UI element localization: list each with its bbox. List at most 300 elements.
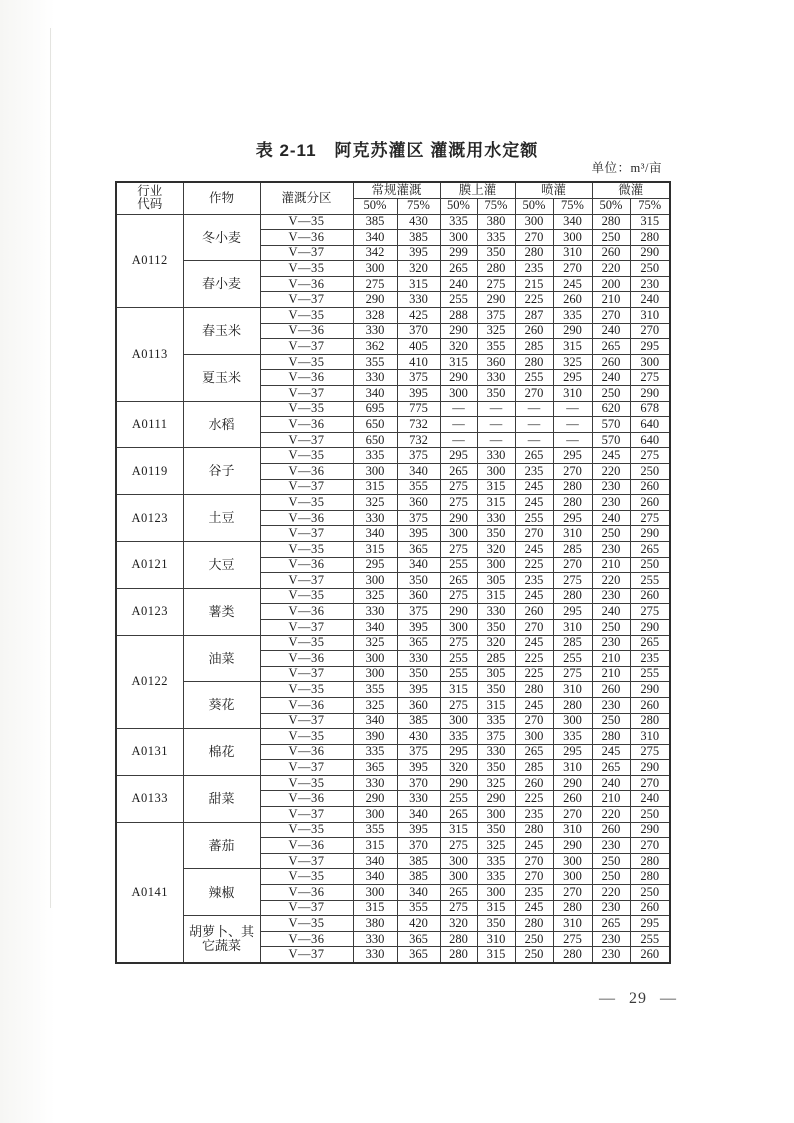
- value-cell: 275: [630, 370, 670, 386]
- value-cell: 220: [592, 261, 630, 277]
- crop-name-cell: 土豆: [183, 495, 260, 542]
- value-cell: 395: [397, 822, 440, 838]
- value-cell: 245: [515, 838, 553, 854]
- value-cell: 430: [397, 214, 440, 230]
- value-cell: 255: [440, 557, 477, 573]
- value-cell: 315: [630, 214, 670, 230]
- value-cell: 260: [630, 479, 670, 495]
- value-cell: 350: [477, 916, 515, 932]
- table-row: [116, 635, 670, 651]
- value-cell: 360: [397, 697, 440, 713]
- value-cell: 325: [353, 495, 397, 511]
- value-cell: 265: [592, 916, 630, 932]
- value-cell: 325: [353, 697, 397, 713]
- value-cell: 325: [477, 775, 515, 791]
- value-cell: 310: [553, 619, 592, 635]
- value-cell: 315: [353, 838, 397, 854]
- value-cell: 285: [515, 760, 553, 776]
- value-cell: 240: [630, 292, 670, 308]
- value-cell: 340: [353, 386, 397, 402]
- value-cell: 325: [353, 588, 397, 604]
- value-cell: 235: [515, 261, 553, 277]
- value-cell: 260: [592, 245, 630, 261]
- value-cell: 310: [477, 931, 515, 947]
- value-cell: 340: [353, 526, 397, 542]
- value-cell: 265: [592, 760, 630, 776]
- value-cell: 250: [592, 853, 630, 869]
- value-cell: 235: [515, 573, 553, 589]
- value-cell: 300: [353, 573, 397, 589]
- value-cell: 275: [440, 635, 477, 651]
- value-cell: 275: [440, 838, 477, 854]
- value-cell: —: [515, 401, 553, 417]
- value-cell: 250: [630, 261, 670, 277]
- industry-code-cell: A0121: [116, 541, 183, 588]
- value-cell: 260: [630, 697, 670, 713]
- header-pct: 75%: [397, 198, 440, 214]
- zone-cell: V—35: [260, 635, 353, 651]
- value-cell: 375: [397, 744, 440, 760]
- value-cell: 245: [515, 635, 553, 651]
- value-cell: 230: [592, 838, 630, 854]
- value-cell: 240: [592, 370, 630, 386]
- crop-name-cell: 春玉米: [183, 308, 260, 355]
- value-cell: 380: [477, 214, 515, 230]
- crop-name-cell: 冬小麦: [183, 214, 260, 261]
- header-group-micro: 微灌: [592, 182, 670, 198]
- value-cell: 265: [515, 744, 553, 760]
- value-cell: 360: [397, 588, 440, 604]
- value-cell: 240: [630, 791, 670, 807]
- value-cell: 330: [477, 744, 515, 760]
- value-cell: 290: [353, 791, 397, 807]
- value-cell: 678: [630, 401, 670, 417]
- industry-code-cell: A0123: [116, 588, 183, 635]
- value-cell: 255: [515, 510, 553, 526]
- value-cell: 350: [477, 682, 515, 698]
- value-cell: 270: [553, 557, 592, 573]
- value-cell: 290: [630, 682, 670, 698]
- value-cell: 295: [630, 339, 670, 355]
- value-cell: 330: [477, 604, 515, 620]
- value-cell: 265: [440, 573, 477, 589]
- zone-cell: V—37: [260, 432, 353, 448]
- value-cell: 295: [440, 744, 477, 760]
- value-cell: —: [440, 401, 477, 417]
- value-cell: 280: [553, 900, 592, 916]
- value-cell: 335: [553, 729, 592, 745]
- value-cell: 245: [515, 495, 553, 511]
- value-cell: 300: [477, 464, 515, 480]
- table-row: [116, 588, 670, 604]
- value-cell: 280: [630, 853, 670, 869]
- zone-cell: V—37: [260, 713, 353, 729]
- value-cell: 270: [515, 713, 553, 729]
- value-cell: 330: [353, 604, 397, 620]
- value-cell: 342: [353, 245, 397, 261]
- table-row: [116, 214, 670, 230]
- value-cell: 300: [515, 729, 553, 745]
- value-cell: 250: [592, 526, 630, 542]
- crop-name-cell: 胡萝卜、其它蔬菜: [183, 916, 260, 963]
- value-cell: 235: [515, 464, 553, 480]
- zone-cell: V—36: [260, 744, 353, 760]
- value-cell: 310: [553, 822, 592, 838]
- zone-cell: V—36: [260, 276, 353, 292]
- value-cell: 275: [440, 588, 477, 604]
- crop-name-cell: 葵花: [183, 682, 260, 729]
- value-cell: 330: [353, 775, 397, 791]
- value-cell: 315: [477, 900, 515, 916]
- value-cell: 310: [630, 729, 670, 745]
- value-cell: 350: [477, 822, 515, 838]
- unit-label: 单位：m³/亩: [591, 161, 662, 175]
- value-cell: 250: [515, 931, 553, 947]
- value-cell: 375: [477, 308, 515, 324]
- value-cell: 255: [440, 791, 477, 807]
- zone-cell: V—35: [260, 869, 353, 885]
- value-cell: 315: [553, 339, 592, 355]
- value-cell: 255: [515, 370, 553, 386]
- value-cell: —: [477, 432, 515, 448]
- crop-name-cell: 夏玉米: [183, 354, 260, 401]
- value-cell: 250: [630, 557, 670, 573]
- value-cell: 385: [397, 853, 440, 869]
- value-cell: 300: [353, 651, 397, 667]
- value-cell: 350: [477, 526, 515, 542]
- header-row-groups: [116, 182, 670, 198]
- value-cell: 225: [515, 666, 553, 682]
- crop-name-cell: 辣椒: [183, 869, 260, 916]
- value-cell: 230: [592, 495, 630, 511]
- value-cell: 300: [553, 230, 592, 246]
- value-cell: 255: [630, 931, 670, 947]
- value-cell: 275: [630, 744, 670, 760]
- value-cell: 230: [592, 588, 630, 604]
- value-cell: 230: [592, 947, 630, 963]
- value-cell: 240: [592, 604, 630, 620]
- value-cell: 280: [553, 479, 592, 495]
- crop-name-cell: 蕃茄: [183, 822, 260, 869]
- header-group-sprinkler: 喷灌: [515, 182, 592, 198]
- value-cell: 215: [515, 276, 553, 292]
- value-cell: 260: [630, 588, 670, 604]
- value-cell: 290: [630, 526, 670, 542]
- zone-cell: V—36: [260, 838, 353, 854]
- value-cell: 250: [630, 885, 670, 901]
- value-cell: 315: [477, 495, 515, 511]
- value-cell: 330: [353, 323, 397, 339]
- value-cell: 295: [353, 557, 397, 573]
- value-cell: 270: [553, 464, 592, 480]
- zone-cell: V—36: [260, 464, 353, 480]
- value-cell: —: [553, 432, 592, 448]
- value-cell: 225: [515, 557, 553, 573]
- value-cell: 255: [440, 292, 477, 308]
- value-cell: 300: [440, 230, 477, 246]
- value-cell: 640: [630, 417, 670, 433]
- value-cell: 275: [440, 495, 477, 511]
- value-cell: 275: [477, 276, 515, 292]
- value-cell: 235: [515, 807, 553, 823]
- quota-table-body: [116, 214, 670, 963]
- value-cell: 280: [553, 588, 592, 604]
- value-cell: 340: [353, 713, 397, 729]
- header-pct: 75%: [553, 198, 592, 214]
- value-cell: 335: [477, 713, 515, 729]
- value-cell: 290: [630, 619, 670, 635]
- crop-name-cell: 甜菜: [183, 775, 260, 822]
- value-cell: 290: [630, 245, 670, 261]
- value-cell: 250: [592, 619, 630, 635]
- value-cell: 370: [397, 838, 440, 854]
- value-cell: 290: [477, 791, 515, 807]
- value-cell: 280: [515, 682, 553, 698]
- value-cell: 320: [440, 339, 477, 355]
- value-cell: 395: [397, 386, 440, 402]
- crop-name-cell: 油菜: [183, 635, 260, 682]
- value-cell: 290: [630, 822, 670, 838]
- value-cell: 355: [397, 479, 440, 495]
- value-cell: 335: [353, 744, 397, 760]
- value-cell: 340: [397, 557, 440, 573]
- header-pct: 75%: [630, 198, 670, 214]
- value-cell: 280: [440, 947, 477, 963]
- industry-code-cell: A0111: [116, 401, 183, 448]
- value-cell: 230: [592, 931, 630, 947]
- zone-cell: V—37: [260, 292, 353, 308]
- value-cell: 315: [397, 276, 440, 292]
- value-cell: 245: [515, 479, 553, 495]
- value-cell: 320: [440, 760, 477, 776]
- value-cell: 265: [630, 635, 670, 651]
- table-row: [116, 401, 670, 417]
- value-cell: 220: [592, 464, 630, 480]
- value-cell: 260: [630, 947, 670, 963]
- value-cell: 280: [630, 869, 670, 885]
- value-cell: 280: [592, 214, 630, 230]
- value-cell: 395: [397, 682, 440, 698]
- value-cell: 315: [440, 682, 477, 698]
- value-cell: 245: [553, 276, 592, 292]
- value-cell: 270: [515, 526, 553, 542]
- value-cell: 260: [515, 775, 553, 791]
- value-cell: 300: [353, 666, 397, 682]
- zone-cell: V—36: [260, 370, 353, 386]
- table-row: [116, 916, 670, 932]
- value-cell: 390: [353, 729, 397, 745]
- value-cell: 250: [592, 869, 630, 885]
- zone-cell: V—35: [260, 495, 353, 511]
- value-cell: 360: [477, 354, 515, 370]
- value-cell: 330: [477, 510, 515, 526]
- value-cell: 365: [397, 541, 440, 557]
- zone-cell: V—37: [260, 339, 353, 355]
- value-cell: 300: [477, 885, 515, 901]
- table-row: [116, 308, 670, 324]
- value-cell: 305: [477, 666, 515, 682]
- value-cell: 290: [553, 775, 592, 791]
- value-cell: 285: [553, 541, 592, 557]
- value-cell: —: [553, 401, 592, 417]
- value-cell: 275: [630, 448, 670, 464]
- value-cell: 350: [477, 386, 515, 402]
- header-pct: 50%: [353, 198, 397, 214]
- value-cell: 275: [353, 276, 397, 292]
- value-cell: 300: [553, 853, 592, 869]
- table-row: [116, 448, 670, 464]
- value-cell: 245: [515, 697, 553, 713]
- value-cell: 210: [592, 666, 630, 682]
- value-cell: 340: [397, 464, 440, 480]
- value-cell: 300: [477, 807, 515, 823]
- value-cell: 280: [477, 261, 515, 277]
- zone-cell: V—35: [260, 261, 353, 277]
- value-cell: 240: [592, 323, 630, 339]
- value-cell: 335: [553, 308, 592, 324]
- value-cell: 270: [515, 386, 553, 402]
- value-cell: 300: [440, 713, 477, 729]
- value-cell: 350: [477, 245, 515, 261]
- value-cell: 300: [353, 885, 397, 901]
- industry-code-cell: A0112: [116, 214, 183, 308]
- value-cell: 245: [592, 744, 630, 760]
- value-cell: 280: [515, 916, 553, 932]
- value-cell: 290: [553, 838, 592, 854]
- value-cell: 355: [353, 822, 397, 838]
- value-cell: 320: [477, 635, 515, 651]
- value-cell: 295: [630, 916, 670, 932]
- value-cell: 260: [553, 292, 592, 308]
- value-cell: 280: [592, 729, 630, 745]
- value-cell: 350: [477, 760, 515, 776]
- value-cell: 230: [592, 900, 630, 916]
- value-cell: 620: [592, 401, 630, 417]
- table-title: 表 2-11 阿克苏灌区 灌溉用水定额: [255, 141, 539, 160]
- value-cell: 315: [353, 541, 397, 557]
- industry-code-cell: A0123: [116, 495, 183, 542]
- header-industry-code-line2: 代码: [137, 197, 163, 212]
- table-row: [116, 495, 670, 511]
- zone-cell: V—37: [260, 386, 353, 402]
- zone-cell: V—35: [260, 214, 353, 230]
- value-cell: 315: [440, 354, 477, 370]
- value-cell: 310: [553, 245, 592, 261]
- value-cell: 335: [353, 448, 397, 464]
- value-cell: 290: [630, 386, 670, 402]
- value-cell: 290: [477, 292, 515, 308]
- value-cell: 300: [353, 261, 397, 277]
- value-cell: 300: [553, 869, 592, 885]
- value-cell: 732: [397, 432, 440, 448]
- irrigation-quota-table: [115, 181, 671, 964]
- value-cell: 260: [592, 822, 630, 838]
- value-cell: 220: [592, 885, 630, 901]
- value-cell: 365: [397, 947, 440, 963]
- value-cell: 375: [397, 370, 440, 386]
- value-cell: 300: [440, 526, 477, 542]
- crop-name-cell: 薯类: [183, 588, 260, 635]
- value-cell: 260: [515, 323, 553, 339]
- value-cell: 240: [592, 775, 630, 791]
- value-cell: 245: [592, 448, 630, 464]
- value-cell: 290: [553, 323, 592, 339]
- table-header: [116, 182, 670, 214]
- value-cell: 300: [477, 557, 515, 573]
- value-cell: 275: [630, 604, 670, 620]
- value-cell: 430: [397, 729, 440, 745]
- value-cell: 385: [397, 713, 440, 729]
- value-cell: 315: [477, 947, 515, 963]
- value-cell: 280: [630, 230, 670, 246]
- value-cell: 210: [592, 791, 630, 807]
- value-cell: 320: [477, 541, 515, 557]
- value-cell: 328: [353, 308, 397, 324]
- value-cell: 275: [553, 666, 592, 682]
- value-cell: 230: [592, 541, 630, 557]
- value-cell: 290: [440, 604, 477, 620]
- value-cell: 210: [592, 651, 630, 667]
- value-cell: 380: [353, 916, 397, 932]
- industry-code-cell: A0141: [116, 822, 183, 962]
- value-cell: 275: [440, 479, 477, 495]
- industry-code-cell: A0122: [116, 635, 183, 729]
- value-cell: 230: [592, 635, 630, 651]
- value-cell: 330: [353, 931, 397, 947]
- value-cell: 225: [515, 651, 553, 667]
- industry-code-cell: A0119: [116, 448, 183, 495]
- value-cell: 340: [353, 853, 397, 869]
- table-row: [116, 354, 670, 370]
- value-cell: 310: [553, 916, 592, 932]
- value-cell: 270: [630, 323, 670, 339]
- value-cell: 235: [630, 651, 670, 667]
- value-cell: 299: [440, 245, 477, 261]
- value-cell: 260: [553, 791, 592, 807]
- zone-cell: V—36: [260, 931, 353, 947]
- industry-code-cell: A0113: [116, 308, 183, 402]
- value-cell: 370: [397, 323, 440, 339]
- crop-name-cell: 棉花: [183, 729, 260, 776]
- page-number: — 29 —: [599, 990, 677, 1007]
- value-cell: 210: [592, 557, 630, 573]
- value-cell: 288: [440, 308, 477, 324]
- table-row: [116, 775, 670, 791]
- value-cell: 245: [515, 541, 553, 557]
- value-cell: 330: [397, 292, 440, 308]
- value-cell: 340: [353, 230, 397, 246]
- value-cell: 250: [592, 386, 630, 402]
- crop-name-cell: 大豆: [183, 541, 260, 588]
- value-cell: 275: [553, 931, 592, 947]
- header-group-conventional: 常规灌溉: [353, 182, 440, 198]
- table-row: [116, 541, 670, 557]
- value-cell: 340: [353, 619, 397, 635]
- zone-cell: V—35: [260, 541, 353, 557]
- value-cell: 275: [440, 697, 477, 713]
- value-cell: 260: [630, 495, 670, 511]
- value-cell: 350: [397, 666, 440, 682]
- value-cell: 260: [592, 354, 630, 370]
- value-cell: 270: [515, 230, 553, 246]
- value-cell: 315: [477, 697, 515, 713]
- value-cell: 395: [397, 526, 440, 542]
- value-cell: 375: [477, 729, 515, 745]
- value-cell: 425: [397, 308, 440, 324]
- header-crop: 作物: [183, 182, 260, 214]
- zone-cell: V—35: [260, 448, 353, 464]
- value-cell: 330: [353, 947, 397, 963]
